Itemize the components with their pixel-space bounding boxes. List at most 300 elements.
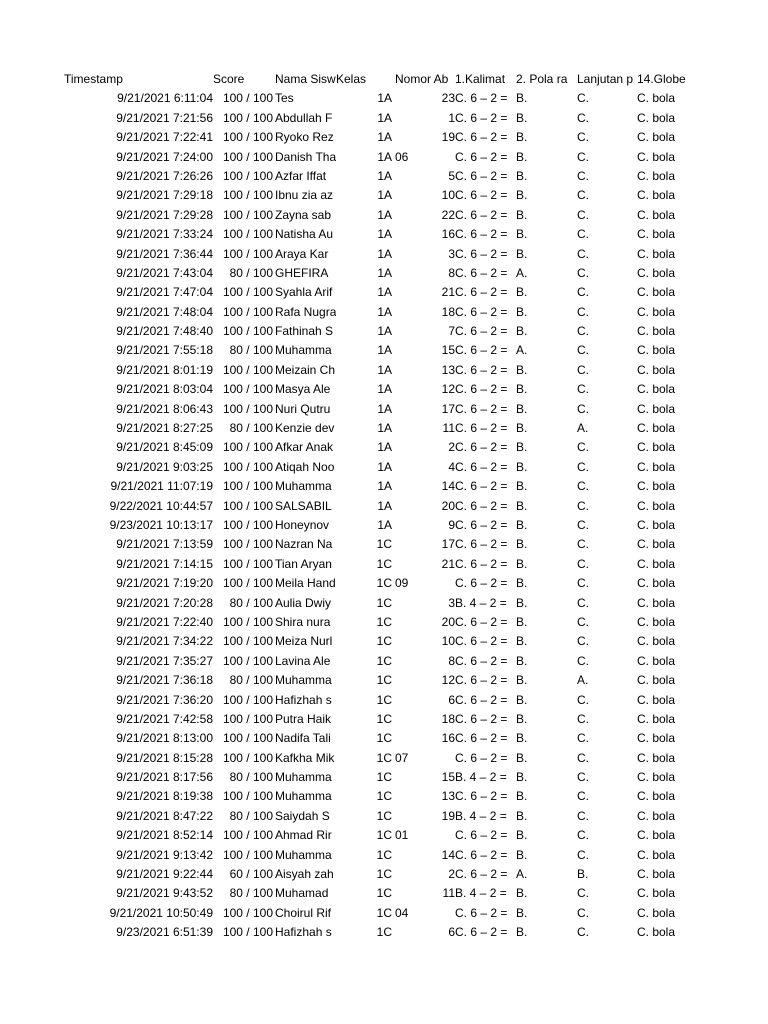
cell-kelas[interactable]: 1A	[377, 421, 392, 436]
cell-q1[interactable]: C. 6 – 2 =	[455, 324, 508, 339]
cell-score[interactable]: 100 / 100	[222, 731, 273, 746]
cell-timestamp[interactable]: 9/21/2021 7:47:04	[116, 285, 213, 300]
cell-score[interactable]: 100 / 100	[222, 168, 273, 183]
cell-q4[interactable]: C. bola	[637, 576, 676, 591]
cell-timestamp[interactable]: 9/21/2021 7:26:26	[116, 168, 213, 183]
cell-nomor[interactable]: 19	[441, 130, 455, 145]
cell-nama[interactable]: Fathinah S	[275, 324, 334, 339]
cell-q2[interactable]: B.	[516, 731, 528, 746]
cell-q2[interactable]: B.	[516, 401, 528, 416]
cell-score[interactable]: 100 / 100	[222, 188, 273, 203]
cell-q2[interactable]: B.	[516, 382, 528, 397]
cell-kelas[interactable]: 1A	[377, 285, 392, 300]
cell-nama[interactable]: Kafkha Mik	[275, 750, 335, 765]
cell-q1[interactable]: C. 6 – 2 =	[455, 343, 508, 358]
cell-nomor[interactable]: 06	[395, 149, 409, 164]
cell-q2[interactable]: B.	[516, 653, 528, 668]
cell-kelas[interactable]: 1C	[376, 537, 392, 552]
cell-q4[interactable]: C. bola	[637, 731, 676, 746]
cell-timestamp[interactable]: 9/21/2021 8:19:38	[116, 789, 213, 804]
cell-q1[interactable]: C. 6 – 2 =	[455, 537, 508, 552]
cell-q2[interactable]: B.	[516, 91, 528, 106]
cell-q4[interactable]: C. bola	[637, 285, 676, 300]
header-q1[interactable]: 1.Kalimat	[455, 72, 506, 86]
cell-timestamp[interactable]: 9/21/2021 6:11:04	[117, 91, 213, 106]
cell-q3[interactable]: C.	[577, 905, 589, 920]
cell-q1[interactable]: C. 6 – 2 =	[455, 149, 508, 164]
cell-q1[interactable]: C. 6 – 2 =	[455, 867, 508, 882]
cell-kelas[interactable]: 1A	[377, 479, 392, 494]
cell-score[interactable]: 100 / 100	[222, 382, 273, 397]
cell-q2[interactable]: B.	[516, 285, 528, 300]
cell-nomor[interactable]: 13	[441, 362, 455, 377]
cell-q3[interactable]: C.	[577, 459, 589, 474]
cell-kelas[interactable]: 1A	[377, 265, 392, 280]
cell-q3[interactable]: C.	[577, 265, 589, 280]
cell-q1[interactable]: B. 4 – 2 =	[455, 770, 507, 785]
cell-score[interactable]: 100 / 100	[222, 246, 273, 261]
cell-q4[interactable]: C. bola	[637, 556, 676, 571]
cell-score[interactable]: 100 / 100	[222, 479, 273, 494]
cell-timestamp[interactable]: 9/21/2021 7:20:28	[116, 595, 213, 610]
cell-kelas[interactable]: 1A	[377, 440, 392, 455]
cell-q4[interactable]: C. bola	[637, 479, 676, 494]
cell-nama[interactable]: Muhamma	[275, 770, 332, 785]
cell-score[interactable]: 100 / 100	[222, 401, 273, 416]
cell-q3[interactable]: C.	[577, 595, 589, 610]
cell-nama[interactable]: Syahla Arif	[275, 285, 333, 300]
cell-timestamp[interactable]: 9/21/2021 8:01:19	[116, 362, 213, 377]
cell-q3[interactable]: C.	[577, 828, 589, 843]
cell-q4[interactable]: C. bola	[637, 614, 676, 629]
cell-q2[interactable]: B.	[516, 188, 528, 203]
cell-q4[interactable]: C. bola	[637, 750, 676, 765]
cell-q1[interactable]: C. 6 – 2 =	[455, 91, 508, 106]
cell-kelas[interactable]: 1C	[376, 847, 392, 862]
cell-q2[interactable]: B.	[516, 304, 528, 319]
cell-timestamp[interactable]: 9/21/2021 8:13:00	[116, 731, 213, 746]
cell-kelas[interactable]: 1A	[377, 168, 392, 183]
cell-nama[interactable]: Rafa Nugra	[275, 304, 336, 319]
cell-nama[interactable]: Atiqah Noo	[275, 459, 335, 474]
cell-q3[interactable]: C.	[577, 692, 589, 707]
cell-kelas[interactable]: 1A	[377, 246, 392, 261]
cell-score[interactable]: 100 / 100	[222, 556, 273, 571]
cell-q2[interactable]: B.	[516, 168, 528, 183]
cell-nomor[interactable]: 01	[395, 828, 409, 843]
cell-timestamp[interactable]: 9/21/2021 10:50:49	[109, 905, 213, 920]
cell-nama[interactable]: Muhamma	[275, 479, 332, 494]
header-nomor[interactable]: Nomor Ab	[395, 72, 449, 86]
cell-nomor[interactable]: 12	[441, 382, 455, 397]
cell-q4[interactable]: C. bola	[637, 867, 676, 882]
cell-score[interactable]: 100 / 100	[222, 653, 273, 668]
cell-kelas[interactable]: 1A	[377, 517, 392, 532]
cell-nomor[interactable]: 15	[441, 770, 455, 785]
cell-kelas[interactable]: 1A	[377, 130, 392, 145]
cell-q4[interactable]: C. bola	[637, 770, 676, 785]
cell-timestamp[interactable]: 9/21/2021 8:52:14	[116, 828, 213, 843]
cell-kelas[interactable]: 1A	[377, 401, 392, 416]
cell-q2[interactable]: B.	[516, 673, 528, 688]
cell-q2[interactable]: B.	[516, 886, 528, 901]
cell-score[interactable]: 80 / 100	[229, 595, 273, 610]
cell-nomor[interactable]: 7	[448, 324, 455, 339]
cell-timestamp[interactable]: 9/21/2021 7:21:56	[116, 110, 213, 125]
cell-timestamp[interactable]: 9/21/2021 7:55:18	[116, 343, 213, 358]
cell-timestamp[interactable]: 9/21/2021 7:43:04	[116, 265, 213, 280]
cell-nomor[interactable]: 1	[448, 110, 455, 125]
cell-score[interactable]: 100 / 100	[222, 459, 273, 474]
cell-q2[interactable]: B.	[516, 925, 528, 940]
cell-timestamp[interactable]: 9/21/2021 7:22:41	[116, 130, 213, 145]
cell-q3[interactable]: C.	[577, 731, 589, 746]
cell-q4[interactable]: C. bola	[637, 692, 676, 707]
cell-kelas[interactable]: 1A	[377, 362, 392, 377]
cell-q2[interactable]: B.	[516, 576, 528, 591]
cell-q4[interactable]: C. bola	[637, 711, 676, 726]
cell-q1[interactable]: C. 6 – 2 =	[455, 382, 508, 397]
cell-q4[interactable]: C. bola	[637, 265, 676, 280]
cell-q3[interactable]: C.	[577, 324, 589, 339]
cell-q3[interactable]: C.	[577, 188, 589, 203]
cell-score[interactable]: 80 / 100	[229, 808, 273, 823]
cell-q4[interactable]: C. bola	[637, 673, 676, 688]
cell-nama[interactable]: Nadifa Tali	[275, 731, 331, 746]
cell-kelas[interactable]: 1C	[376, 576, 392, 591]
cell-nomor[interactable]: 13	[441, 789, 455, 804]
cell-q3[interactable]: C.	[577, 886, 589, 901]
cell-kelas[interactable]: 1A	[377, 343, 392, 358]
cell-q4[interactable]: C. bola	[637, 847, 676, 862]
cell-nama[interactable]: Afkar Anak	[275, 440, 334, 455]
cell-q3[interactable]: C.	[577, 401, 589, 416]
cell-kelas[interactable]: 1A	[377, 207, 392, 222]
cell-q4[interactable]: C. bola	[637, 808, 676, 823]
cell-timestamp[interactable]: 9/21/2021 7:42:58	[116, 711, 213, 726]
cell-timestamp[interactable]: 9/21/2021 9:13:42	[116, 847, 213, 862]
cell-nomor[interactable]: 5	[448, 168, 455, 183]
cell-q4[interactable]: C. bola	[637, 595, 676, 610]
cell-nomor[interactable]: 10	[441, 188, 455, 203]
cell-q1[interactable]: C. 6 – 2 =	[455, 925, 508, 940]
header-q2[interactable]: 2. Pola ra	[516, 72, 568, 86]
cell-kelas[interactable]: 1A	[377, 459, 392, 474]
cell-score[interactable]: 60 / 100	[229, 867, 273, 882]
cell-timestamp[interactable]: 9/21/2021 7:36:20	[116, 692, 213, 707]
cell-kelas[interactable]: 1A	[377, 149, 392, 164]
cell-q1[interactable]: C. 6 – 2 =	[455, 614, 508, 629]
cell-nomor[interactable]: 04	[395, 905, 409, 920]
cell-q4[interactable]: C. bola	[637, 537, 676, 552]
cell-q3[interactable]: C.	[577, 789, 589, 804]
cell-q1[interactable]: C. 6 – 2 =	[455, 576, 508, 591]
cell-timestamp[interactable]: 9/21/2021 8:27:25	[116, 421, 213, 436]
cell-kelas[interactable]: 1C	[376, 614, 392, 629]
cell-q4[interactable]: C. bola	[637, 886, 676, 901]
cell-nama[interactable]: Ryoko Rez	[275, 130, 334, 145]
cell-q2[interactable]: B.	[516, 537, 528, 552]
cell-q1[interactable]: C. 6 – 2 =	[455, 265, 508, 280]
cell-timestamp[interactable]: 9/21/2021 7:48:40	[116, 324, 213, 339]
cell-nomor[interactable]: 21	[441, 556, 455, 571]
cell-q1[interactable]: C. 6 – 2 =	[455, 673, 508, 688]
header-q3[interactable]: Lanjutan p	[577, 72, 634, 86]
cell-q4[interactable]: C. bola	[637, 440, 676, 455]
cell-nama[interactable]: Meila Hand	[275, 576, 336, 591]
cell-nomor[interactable]: 11	[442, 886, 455, 901]
cell-score[interactable]: 100 / 100	[222, 227, 273, 242]
cell-kelas[interactable]: 1C	[376, 692, 392, 707]
cell-timestamp[interactable]: 9/21/2021 7:36:18	[116, 673, 213, 688]
cell-nama[interactable]: Zayna sab	[275, 207, 332, 222]
cell-q2[interactable]: B.	[516, 634, 528, 649]
cell-kelas[interactable]: 1C	[376, 789, 392, 804]
cell-nomor[interactable]: 09	[395, 576, 409, 591]
cell-score[interactable]: 80 / 100	[229, 343, 273, 358]
cell-nama[interactable]: Kenzie dev	[275, 421, 335, 436]
cell-q3[interactable]: C.	[577, 130, 589, 145]
cell-q1[interactable]: C. 6 – 2 =	[455, 731, 508, 746]
cell-nomor[interactable]: 16	[441, 227, 455, 242]
cell-q4[interactable]: C. bola	[637, 343, 676, 358]
cell-timestamp[interactable]: 9/23/2021 10:13:17	[109, 517, 213, 532]
cell-nama[interactable]: Araya Kar	[275, 246, 329, 261]
cell-nama[interactable]: Muhamma	[275, 343, 332, 358]
cell-q1[interactable]: C. 6 – 2 =	[455, 130, 508, 145]
cell-nama[interactable]: Muhamma	[275, 673, 332, 688]
cell-q2[interactable]: B.	[516, 110, 528, 125]
cell-q4[interactable]: C. bola	[637, 517, 676, 532]
cell-q1[interactable]: C. 6 – 2 =	[455, 285, 508, 300]
cell-timestamp[interactable]: 9/21/2021 7:33:24	[116, 227, 213, 242]
cell-nama[interactable]: Shira nura	[275, 614, 331, 629]
cell-nomor[interactable]: 12	[441, 673, 455, 688]
cell-nama[interactable]: Honeynov	[275, 517, 330, 532]
cell-q1[interactable]: C. 6 – 2 =	[455, 847, 508, 862]
cell-q1[interactable]: C. 6 – 2 =	[455, 750, 508, 765]
cell-score[interactable]: 100 / 100	[222, 634, 273, 649]
cell-kelas[interactable]: 1A	[377, 382, 392, 397]
cell-q4[interactable]: C. bola	[637, 498, 676, 513]
cell-nama[interactable]: Hafizhah s	[275, 692, 332, 707]
cell-q1[interactable]: B. 4 – 2 =	[455, 808, 507, 823]
cell-q3[interactable]: A.	[577, 673, 589, 688]
cell-nama[interactable]: Azfar Iffat	[275, 168, 327, 183]
cell-q1[interactable]: C. 6 – 2 =	[455, 227, 508, 242]
cell-q4[interactable]: C. bola	[637, 925, 676, 940]
cell-q1[interactable]: B. 4 – 2 =	[455, 595, 507, 610]
cell-score[interactable]: 100 / 100	[222, 925, 273, 940]
cell-timestamp[interactable]: 9/22/2021 10:44:57	[109, 498, 213, 513]
cell-q1[interactable]: C. 6 – 2 =	[455, 653, 508, 668]
cell-q2[interactable]: B.	[516, 556, 528, 571]
cell-nomor[interactable]: 2	[448, 867, 455, 882]
cell-nama[interactable]: Meiza Nurl	[275, 634, 333, 649]
cell-score[interactable]: 80 / 100	[229, 673, 273, 688]
cell-score[interactable]: 100 / 100	[222, 905, 273, 920]
cell-q4[interactable]: C. bola	[637, 401, 676, 416]
cell-q2[interactable]: B.	[516, 207, 528, 222]
cell-kelas[interactable]: 1C	[376, 867, 392, 882]
cell-score[interactable]: 100 / 100	[222, 828, 273, 843]
cell-nama[interactable]: Muhamma	[275, 789, 332, 804]
cell-kelas[interactable]: 1C	[376, 634, 392, 649]
cell-q2[interactable]: B.	[516, 750, 528, 765]
cell-score[interactable]: 80 / 100	[229, 421, 273, 436]
cell-q1[interactable]: C. 6 – 2 =	[455, 459, 508, 474]
header-q4[interactable]: 14.Globe	[637, 72, 686, 86]
cell-score[interactable]: 100 / 100	[222, 362, 273, 377]
cell-q3[interactable]: C.	[577, 517, 589, 532]
cell-timestamp[interactable]: 9/21/2021 8:03:04	[116, 382, 213, 397]
cell-q3[interactable]: C.	[577, 362, 589, 377]
cell-nomor[interactable]: 19	[441, 808, 455, 823]
cell-score[interactable]: 100 / 100	[222, 847, 273, 862]
cell-nama[interactable]: GHEFIRA	[275, 265, 329, 280]
cell-kelas[interactable]: 1C	[376, 556, 392, 571]
cell-q3[interactable]: C.	[577, 770, 589, 785]
cell-nama[interactable]: Muhamma	[275, 847, 332, 862]
cell-q4[interactable]: C. bola	[637, 653, 676, 668]
cell-q2[interactable]: B.	[516, 905, 528, 920]
cell-nomor[interactable]: 18	[441, 711, 455, 726]
cell-q1[interactable]: C. 6 – 2 =	[455, 304, 508, 319]
cell-q2[interactable]: B.	[516, 692, 528, 707]
cell-timestamp[interactable]: 9/21/2021 7:36:44	[116, 246, 213, 261]
cell-q2[interactable]: B.	[516, 789, 528, 804]
cell-nomor[interactable]: 23	[441, 91, 455, 106]
cell-q4[interactable]: C. bola	[637, 421, 676, 436]
cell-timestamp[interactable]: 9/21/2021 7:35:27	[116, 653, 213, 668]
cell-timestamp[interactable]: 9/21/2021 7:34:22	[116, 634, 213, 649]
cell-q2[interactable]: B.	[516, 828, 528, 843]
cell-q2[interactable]: B.	[516, 498, 528, 513]
header-timestamp[interactable]: Timestamp	[64, 72, 123, 86]
cell-q3[interactable]: C.	[577, 556, 589, 571]
cell-timestamp[interactable]: 9/21/2021 9:03:25	[116, 459, 213, 474]
cell-q4[interactable]: C. bola	[637, 110, 676, 125]
cell-score[interactable]: 80 / 100	[229, 265, 273, 280]
cell-nama[interactable]: Muhamad	[275, 886, 329, 901]
cell-timestamp[interactable]: 9/21/2021 8:06:43	[116, 401, 213, 416]
cell-score[interactable]: 100 / 100	[222, 498, 273, 513]
cell-kelas[interactable]: 1C	[376, 750, 392, 765]
cell-kelas[interactable]: 1A	[377, 110, 392, 125]
cell-q1[interactable]: C. 6 – 2 =	[455, 246, 508, 261]
cell-q1[interactable]: C. 6 – 2 =	[455, 207, 508, 222]
cell-q1[interactable]: C. 6 – 2 =	[455, 421, 508, 436]
cell-q3[interactable]: C.	[577, 498, 589, 513]
cell-q2[interactable]: B.	[516, 246, 528, 261]
cell-score[interactable]: 100 / 100	[222, 614, 273, 629]
cell-nomor[interactable]: 2	[448, 440, 455, 455]
cell-q3[interactable]: C.	[577, 479, 589, 494]
cell-nama[interactable]: Tes	[275, 91, 294, 106]
cell-timestamp[interactable]: 9/21/2021 9:22:44	[116, 867, 213, 882]
cell-q4[interactable]: C. bola	[637, 149, 676, 164]
cell-q3[interactable]: C.	[577, 614, 589, 629]
cell-timestamp[interactable]: 9/21/2021 7:14:15	[116, 556, 213, 571]
cell-q4[interactable]: C. bola	[637, 304, 676, 319]
cell-q4[interactable]: C. bola	[637, 382, 676, 397]
cell-score[interactable]: 100 / 100	[222, 576, 273, 591]
cell-kelas[interactable]: 1C	[376, 595, 392, 610]
cell-q4[interactable]: C. bola	[637, 362, 676, 377]
cell-nomor[interactable]: 20	[441, 498, 455, 513]
cell-q3[interactable]: B.	[577, 867, 589, 882]
cell-nomor[interactable]: 10	[441, 634, 455, 649]
cell-q3[interactable]: C.	[577, 847, 589, 862]
cell-nomor[interactable]: 20	[441, 614, 455, 629]
cell-nomor[interactable]: 17	[441, 537, 455, 552]
cell-q2[interactable]: A.	[516, 343, 528, 358]
cell-kelas[interactable]: 1C	[376, 828, 392, 843]
cell-nomor[interactable]: 8	[448, 653, 455, 668]
cell-score[interactable]: 100 / 100	[222, 750, 273, 765]
cell-q3[interactable]: C.	[577, 750, 589, 765]
cell-q3[interactable]: C.	[577, 343, 589, 358]
cell-nomor[interactable]: 16	[441, 731, 455, 746]
cell-nama[interactable]: Tian Aryan	[275, 556, 332, 571]
cell-q1[interactable]: C. 6 – 2 =	[455, 188, 508, 203]
cell-kelas[interactable]: 1A	[377, 91, 392, 106]
cell-nama[interactable]: Natisha Au	[275, 227, 334, 242]
cell-nomor[interactable]: 15	[441, 343, 455, 358]
cell-nomor[interactable]: 4	[448, 459, 455, 474]
cell-q3[interactable]: C.	[577, 304, 589, 319]
cell-q1[interactable]: C. 6 – 2 =	[455, 711, 508, 726]
cell-nama[interactable]: Nazran Na	[275, 537, 333, 552]
cell-q3[interactable]: C.	[577, 382, 589, 397]
cell-kelas[interactable]: 1C	[376, 905, 392, 920]
cell-q2[interactable]: B.	[516, 421, 528, 436]
cell-timestamp[interactable]: 9/21/2021 7:22:40	[116, 614, 213, 629]
cell-score[interactable]: 100 / 100	[222, 517, 273, 532]
cell-nomor[interactable]: 8	[448, 265, 455, 280]
cell-nama[interactable]: Aisyah zah	[275, 867, 334, 882]
cell-timestamp[interactable]: 9/21/2021 8:45:09	[116, 440, 213, 455]
cell-score[interactable]: 100 / 100	[222, 789, 273, 804]
cell-nama[interactable]: Abdullah F	[275, 110, 333, 125]
cell-kelas[interactable]: 1C	[376, 770, 392, 785]
cell-q4[interactable]: C. bola	[637, 188, 676, 203]
cell-kelas[interactable]: 1A	[377, 188, 392, 203]
cell-q3[interactable]: C.	[577, 110, 589, 125]
cell-q2[interactable]: B.	[516, 711, 528, 726]
cell-kelas[interactable]: 1A	[377, 324, 392, 339]
cell-q1[interactable]: C. 6 – 2 =	[455, 110, 508, 125]
cell-nama[interactable]: Masya Ale	[275, 382, 331, 397]
cell-kelas[interactable]: 1C	[376, 925, 392, 940]
cell-q3[interactable]: C.	[577, 246, 589, 261]
cell-q4[interactable]: C. bola	[637, 207, 676, 222]
cell-q3[interactable]: C.	[577, 653, 589, 668]
cell-q2[interactable]: B.	[516, 517, 528, 532]
cell-q2[interactable]: B.	[516, 459, 528, 474]
cell-nomor[interactable]: 14	[441, 479, 455, 494]
cell-q3[interactable]: C.	[577, 711, 589, 726]
cell-score[interactable]: 100 / 100	[222, 304, 273, 319]
cell-q2[interactable]: B.	[516, 149, 528, 164]
cell-q1[interactable]: C. 6 – 2 =	[455, 517, 508, 532]
cell-q2[interactable]: B.	[516, 130, 528, 145]
cell-kelas[interactable]: 1A	[377, 304, 392, 319]
cell-score[interactable]: 100 / 100	[222, 91, 273, 106]
cell-timestamp[interactable]: 9/21/2021 7:19:20	[116, 576, 213, 591]
cell-q2[interactable]: B.	[516, 440, 528, 455]
cell-q3[interactable]: C.	[577, 227, 589, 242]
